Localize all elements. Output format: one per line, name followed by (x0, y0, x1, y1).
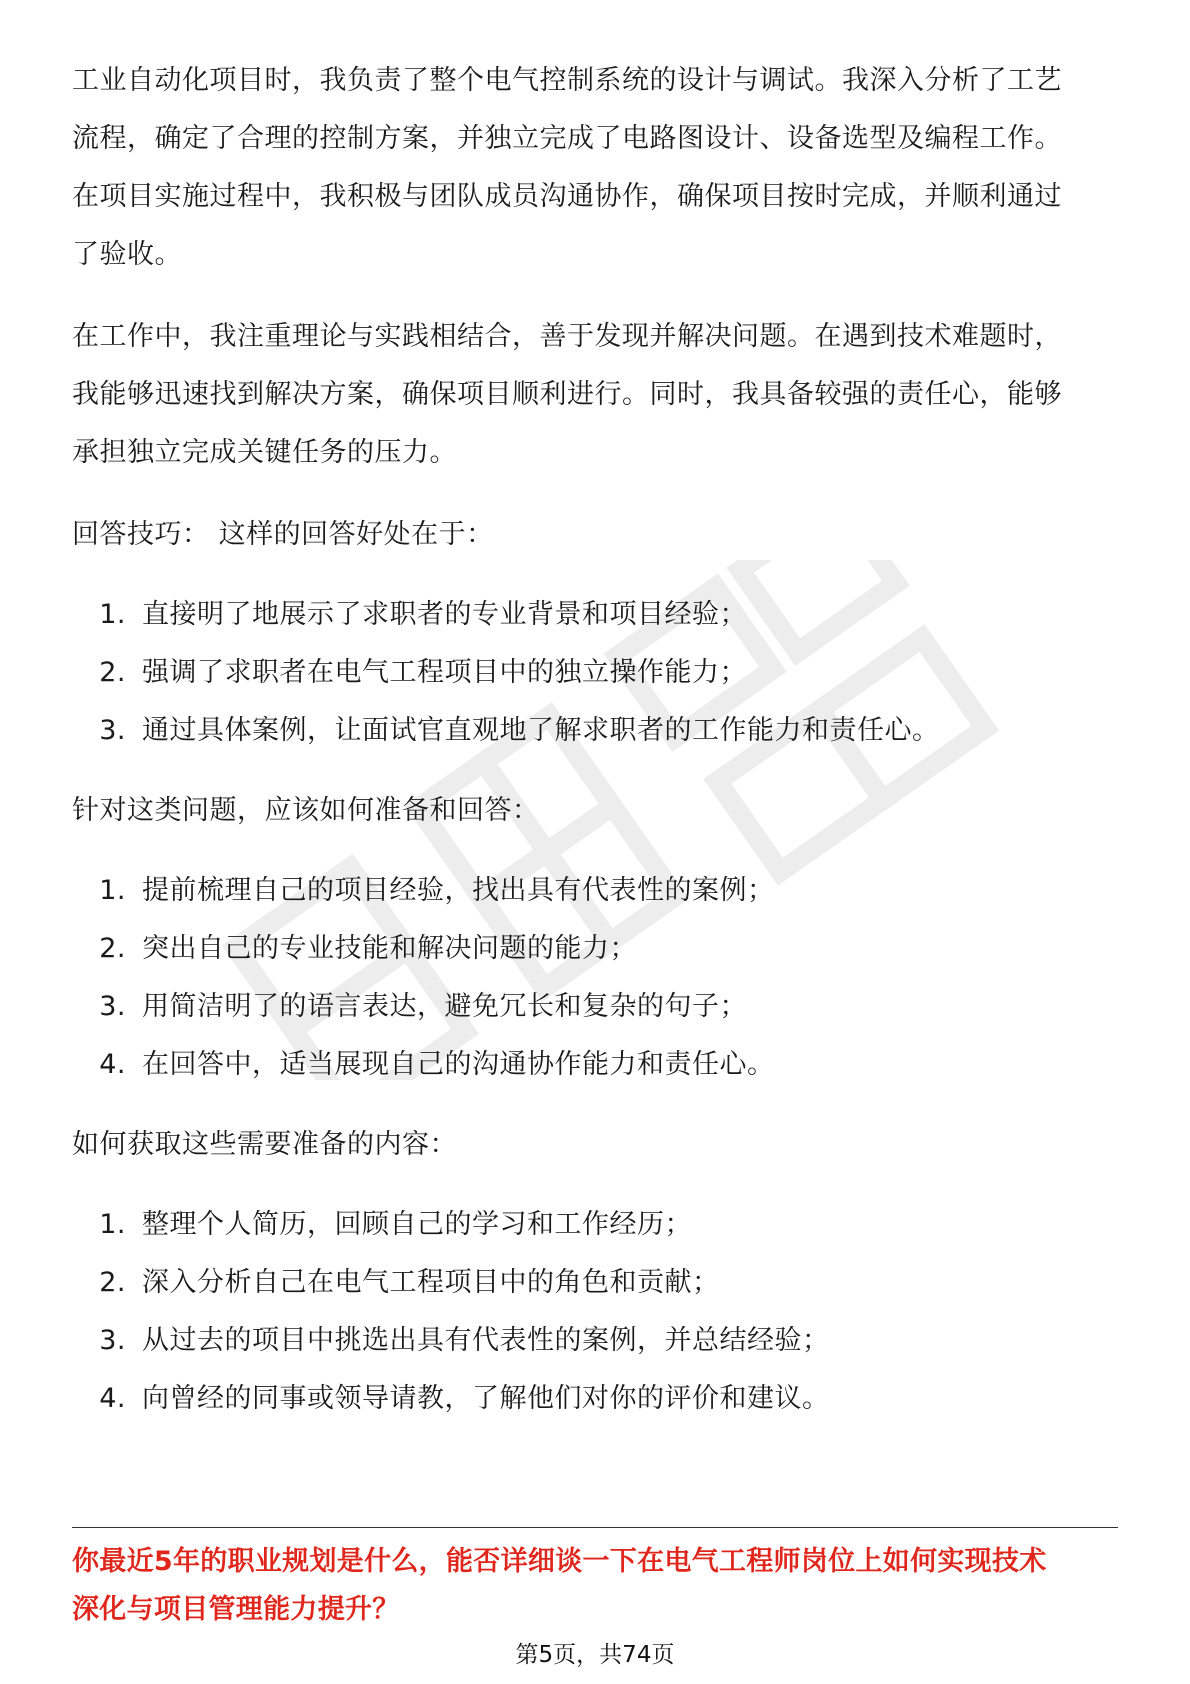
list-number: 1. (99, 875, 126, 906)
list-item (72, 1254, 1118, 1312)
list-text: 向曾经的同事或领导请教，了解他们对你的评价和建议。 (142, 1383, 830, 1414)
list-text: 整理个人简历，回顾自己的学习和工作经历； (142, 1209, 692, 1240)
paragraph-line: 工业自动化项目时，我负责了整个电气控制系统的设计与调试。我深入分析了工艺 (72, 65, 1062, 96)
page-content (72, 52, 1118, 1450)
list-number: 4. (99, 1383, 126, 1414)
list-item (72, 1370, 1118, 1428)
list-text: 提前梳理自己的项目经验，找出具有代表性的案例； (142, 875, 775, 906)
list-item (72, 1312, 1118, 1370)
list-text: 突出自己的专业技能和解决问题的能力； (142, 933, 637, 964)
intro-paragraph-1 (72, 52, 1118, 284)
list-text: 用简洁明了的语言表达，避免冗长和复杂的句子； (142, 991, 747, 1022)
list-number: 3. (99, 715, 126, 746)
paragraph-line: 流程，确定了合理的控制方案，并独立完成了电路图设计、设备选型及编程工作。 (72, 123, 1062, 154)
intro-paragraph-2 (72, 308, 1118, 482)
prepare-heading: 针对这类问题，应该如何准备和回答： (72, 795, 540, 826)
list-text: 强调了求职者在电气工程项目中的独立操作能力； (142, 657, 747, 688)
paragraph-line: 在项目实施过程中，我积极与团队成员沟通协作，确保项目按时完成，并顺利通过 (72, 181, 1062, 212)
list-text: 从过去的项目中挑选出具有代表性的案例，并总结经验； (142, 1325, 830, 1356)
list-number: 1. (99, 599, 126, 630)
list-number: 2. (99, 1267, 126, 1298)
section-divider (72, 1527, 1118, 1528)
list-item (72, 1196, 1118, 1254)
paragraph-line: 在工作中，我注重理论与实践相结合，善于发现并解决问题。在遇到技术难题时， (72, 321, 1062, 352)
list-item (72, 920, 1118, 978)
paragraph-line: 承担独立完成关键任务的压力。 (72, 437, 457, 468)
obtain-list (72, 1196, 1118, 1428)
list-item (72, 862, 1118, 920)
list-item (72, 978, 1118, 1036)
list-item (72, 644, 1118, 702)
list-text: 直接明了地展示了求职者的专业背景和项目经验； (142, 599, 747, 630)
list-text: 通过具体案例，让面试官直观地了解求职者的工作能力和责任心。 (142, 715, 940, 746)
list-item (72, 702, 1118, 760)
prepare-list (72, 862, 1118, 1094)
list-number: 3. (99, 1325, 126, 1356)
list-text: 在回答中，适当展现自己的沟通协作能力和责任心。 (142, 1049, 775, 1080)
obtain-heading: 如何获取这些需要准备的内容： (72, 1129, 457, 1160)
list-number: 3. (99, 991, 126, 1022)
paragraph-line: 我能够迅速找到解决方案，确保项目顺利进行。同时，我具备较强的责任心，能够 (72, 379, 1062, 410)
list-item (72, 586, 1118, 644)
paragraph-line: 了验收。 (72, 239, 182, 270)
tips-heading: 回答技巧： 这样的回答好处在于： (72, 519, 494, 550)
list-item (72, 1036, 1118, 1094)
question-line: 你最近5年的职业规划是什么，能否详细谈一下在电气工程师岗位上如何实现技术 (72, 1546, 1047, 1577)
list-number: 2. (99, 933, 126, 964)
list-text: 深入分析自己在电气工程项目中的角色和贡献； (142, 1267, 720, 1298)
list-number: 4. (99, 1049, 126, 1080)
next-question-heading (72, 1538, 1118, 1634)
list-number: 1. (99, 1209, 126, 1240)
page-number: 第5页，共74页 (515, 1642, 675, 1668)
question-line: 深化与项目管理能力提升？ (72, 1594, 400, 1625)
tips-list (72, 586, 1118, 760)
list-number: 2. (99, 657, 126, 688)
